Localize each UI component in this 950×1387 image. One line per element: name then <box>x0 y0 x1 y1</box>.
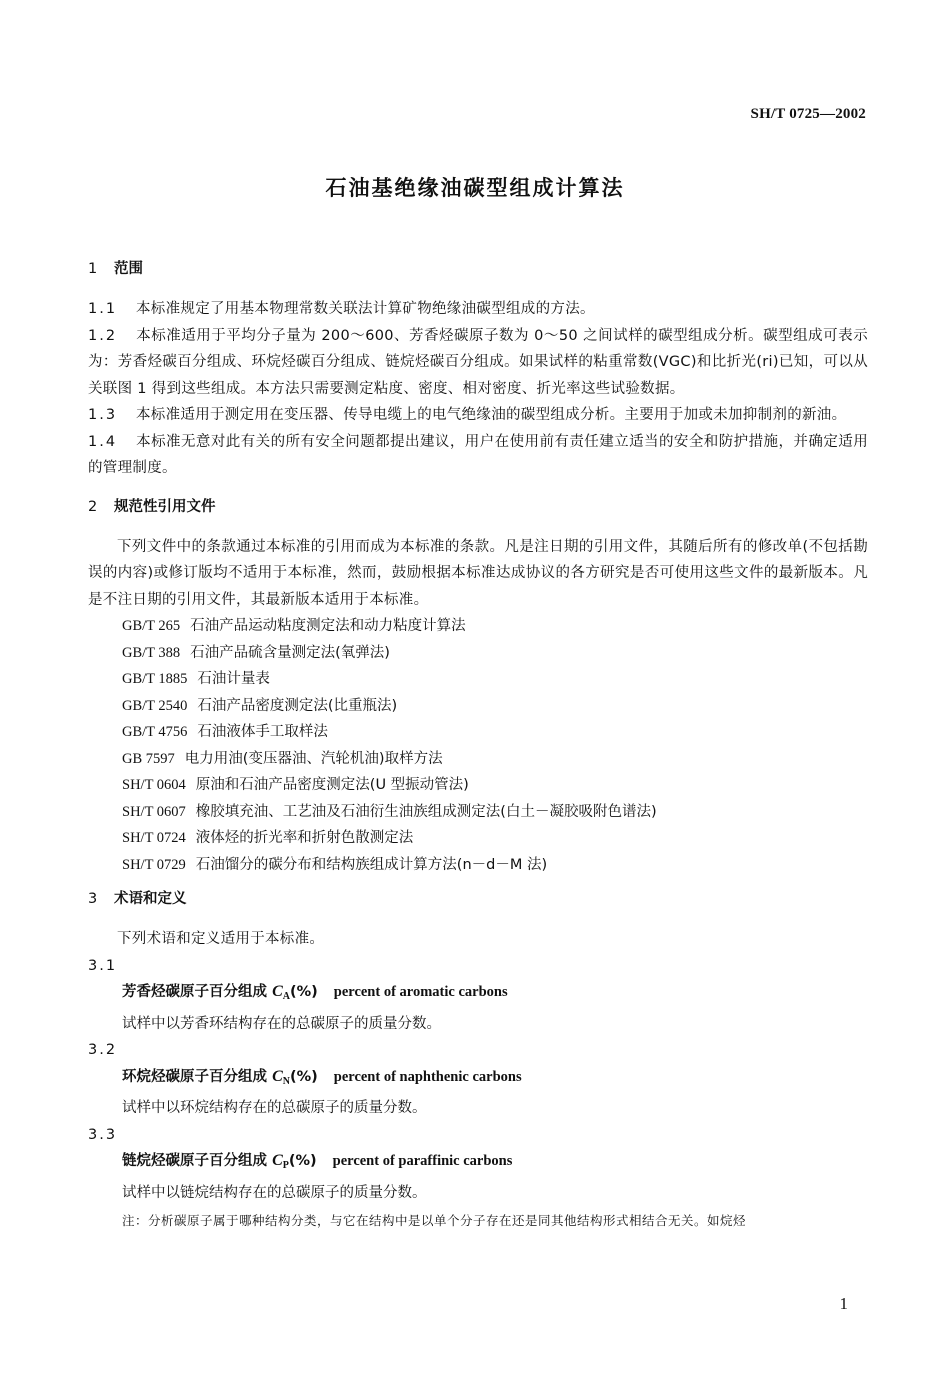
section-2-heading <box>88 494 868 520</box>
reference-code: GB/T 265 <box>122 618 181 634</box>
reference-title: 石油产品运动粘度测定法和动力粘度计算法 <box>190 618 466 634</box>
reference-title: 液体烃的折光率和折射色散测定法 <box>195 830 414 846</box>
term-symbol: C <box>272 1152 283 1169</box>
reference-title: 石油产品密度测定法(比重瓶法) <box>197 697 398 714</box>
clause-number: 1.3 <box>88 407 118 423</box>
clause-text: 本标准适用于平均分子量为 200～600、芳香烃碳原子数为 0～50 之间试样的碳型组成分析。碳型组成可表示为：芳香烃碳百分组成、环烷烃碳百分组成、链烷烃碳百分组成。如果试样的粘重常数(VGC)和比折光(ri)已知，可以从关联图 1 得到这些组成。本方法只需要测定粘度、密度、相对密度、折光率这些试验数据。 <box>88 327 868 397</box>
term-chinese-name: 环烷烃碳原子百分组成 <box>122 1068 267 1085</box>
references-intro: 下列文件中的条款通过本标准的引用而成为本标准的条款。凡是注日期的引用文件，其随后所有的修改单(不包括勘误的内容)或修订版均不适用于本标准，然而，鼓励根据本标准达成协议的各方研究是否可使用这些文件的最新版本。凡是不注日期的引用文件，其最新版本适用于本标准。 <box>88 538 868 608</box>
term-definition: 试样中以芳香环结构存在的总碳原子的质量分数。 <box>122 1015 441 1032</box>
reference-item <box>122 693 868 720</box>
terms-intro: 下列术语和定义适用于本标准。 <box>117 931 325 947</box>
section-title: 术语和定义 <box>114 891 187 907</box>
reference-item <box>122 666 868 693</box>
term-symbol-subscript: N <box>282 1075 290 1087</box>
reference-code: SH/T 0729 <box>122 856 186 873</box>
reference-code: SH/T 0724 <box>122 830 186 846</box>
reference-item <box>122 746 868 773</box>
reference-code: GB/T 1885 <box>122 671 188 687</box>
clause-1-2 <box>88 323 868 403</box>
note-text: 注：分析碳原子属于哪种结构分类，与它在结构中是以单个分子存在还是同其他结构形式相结合无关。如烷烃 <box>122 1213 747 1228</box>
page-number: 1 <box>839 1294 848 1313</box>
reference-item <box>122 719 868 746</box>
term-number: 3.3 <box>88 1126 118 1143</box>
section-1-heading <box>88 256 868 282</box>
clause-text: 本标准适用于测定用在变压器、传导电缆上的电气绝缘油的碳型组成分析。主要用于加或未加抑制剂的新油。 <box>136 407 847 423</box>
reference-item <box>122 640 868 667</box>
term-chinese-name: 链烷烃碳原子百分组成 <box>122 1153 267 1169</box>
clause-1-4 <box>88 429 868 482</box>
term-english-name: percent of paraffinic carbons <box>332 1153 513 1169</box>
document-body <box>88 256 868 1235</box>
reference-title: 原油和石油产品密度测定法(U 型振动管法) <box>195 777 469 793</box>
term-3-1 <box>88 979 868 1037</box>
reference-title: 石油馏分的碳分布和结构族组成计算方法(n－d－M 法) <box>195 856 548 873</box>
term-unit: (%) <box>289 984 318 1000</box>
clause-number: 1.1 <box>88 301 118 317</box>
reference-code: SH/T 0604 <box>122 777 186 793</box>
document-title: 石油基绝缘油碳型组成计算法 <box>325 176 625 200</box>
reference-title: 电力用油(变压器油、汽轮机油)取样方法 <box>184 750 443 767</box>
reference-list <box>88 613 868 878</box>
reference-title: 石油液体手工取样法 <box>197 724 328 740</box>
clause-number: 1.4 <box>88 433 118 450</box>
reference-code: GB/T 4756 <box>122 724 188 740</box>
reference-code: SH/T 0607 <box>122 803 186 820</box>
clause-text: 本标准规定了用基本物理常数关联法计算矿物绝缘油碳型组成的方法。 <box>136 301 595 317</box>
term-symbol-subscript: A <box>282 991 290 1002</box>
clause-number: 1.2 <box>88 327 118 344</box>
term-number: 3.2 <box>88 1042 118 1058</box>
term-number: 3.1 <box>88 957 118 974</box>
term-symbol-subscript: P <box>282 1160 289 1171</box>
section-title: 规范性引用文件 <box>114 498 216 515</box>
section-number: 3 <box>88 891 98 907</box>
term-english-name: percent of naphthenic carbons <box>333 1068 522 1085</box>
section-3-heading <box>88 886 868 912</box>
term-unit: (%) <box>289 1068 318 1085</box>
term-chinese-name: 芳香烃碳原子百分组成 <box>122 984 267 1000</box>
reference-title: 石油计量表 <box>197 671 270 687</box>
term-unit: (%) <box>288 1153 317 1169</box>
term-3-2 <box>88 1064 868 1122</box>
reference-title: 石油产品硫含量测定法(氧弹法) <box>190 644 390 661</box>
reference-code: GB/T 2540 <box>122 697 188 714</box>
reference-item <box>122 852 868 879</box>
term-definition: 试样中以链烷结构存在的总碳原子的质量分数。 <box>122 1184 427 1201</box>
reference-item <box>122 613 868 640</box>
clause-text: 本标准无意对此有关的所有安全问题都提出建议，用户在使用前有责任建立适当的安全和防护措施，并确定适用的管理制度。 <box>88 433 868 476</box>
reference-code: GB/T 388 <box>122 644 181 661</box>
reference-item <box>122 772 868 799</box>
reference-title: 橡胶填充油、工艺油及石油衍生油族组成测定法(白土－凝胶吸附色谱法) <box>195 803 657 820</box>
reference-code: GB 7597 <box>122 750 175 767</box>
clause-1-3 <box>88 402 868 429</box>
clause-1-1 <box>88 296 868 323</box>
section-number: 2 <box>88 498 98 515</box>
reference-item <box>122 825 868 852</box>
reference-item <box>122 799 868 826</box>
term-name <box>122 979 868 1011</box>
section-title: 范围 <box>114 261 143 277</box>
term-symbol: C <box>272 1067 283 1085</box>
term-name <box>122 1064 868 1096</box>
standard-code: SH/T 0725—2002 <box>750 106 866 122</box>
term-3-3 <box>88 1148 868 1206</box>
section-number: 1 <box>88 261 98 277</box>
term-symbol: C <box>272 983 283 1000</box>
term-english-name: percent of aromatic carbons <box>333 984 508 1000</box>
term-name <box>122 1148 868 1180</box>
term-definition: 试样中以环烷结构存在的总碳原子的质量分数。 <box>122 1100 427 1116</box>
